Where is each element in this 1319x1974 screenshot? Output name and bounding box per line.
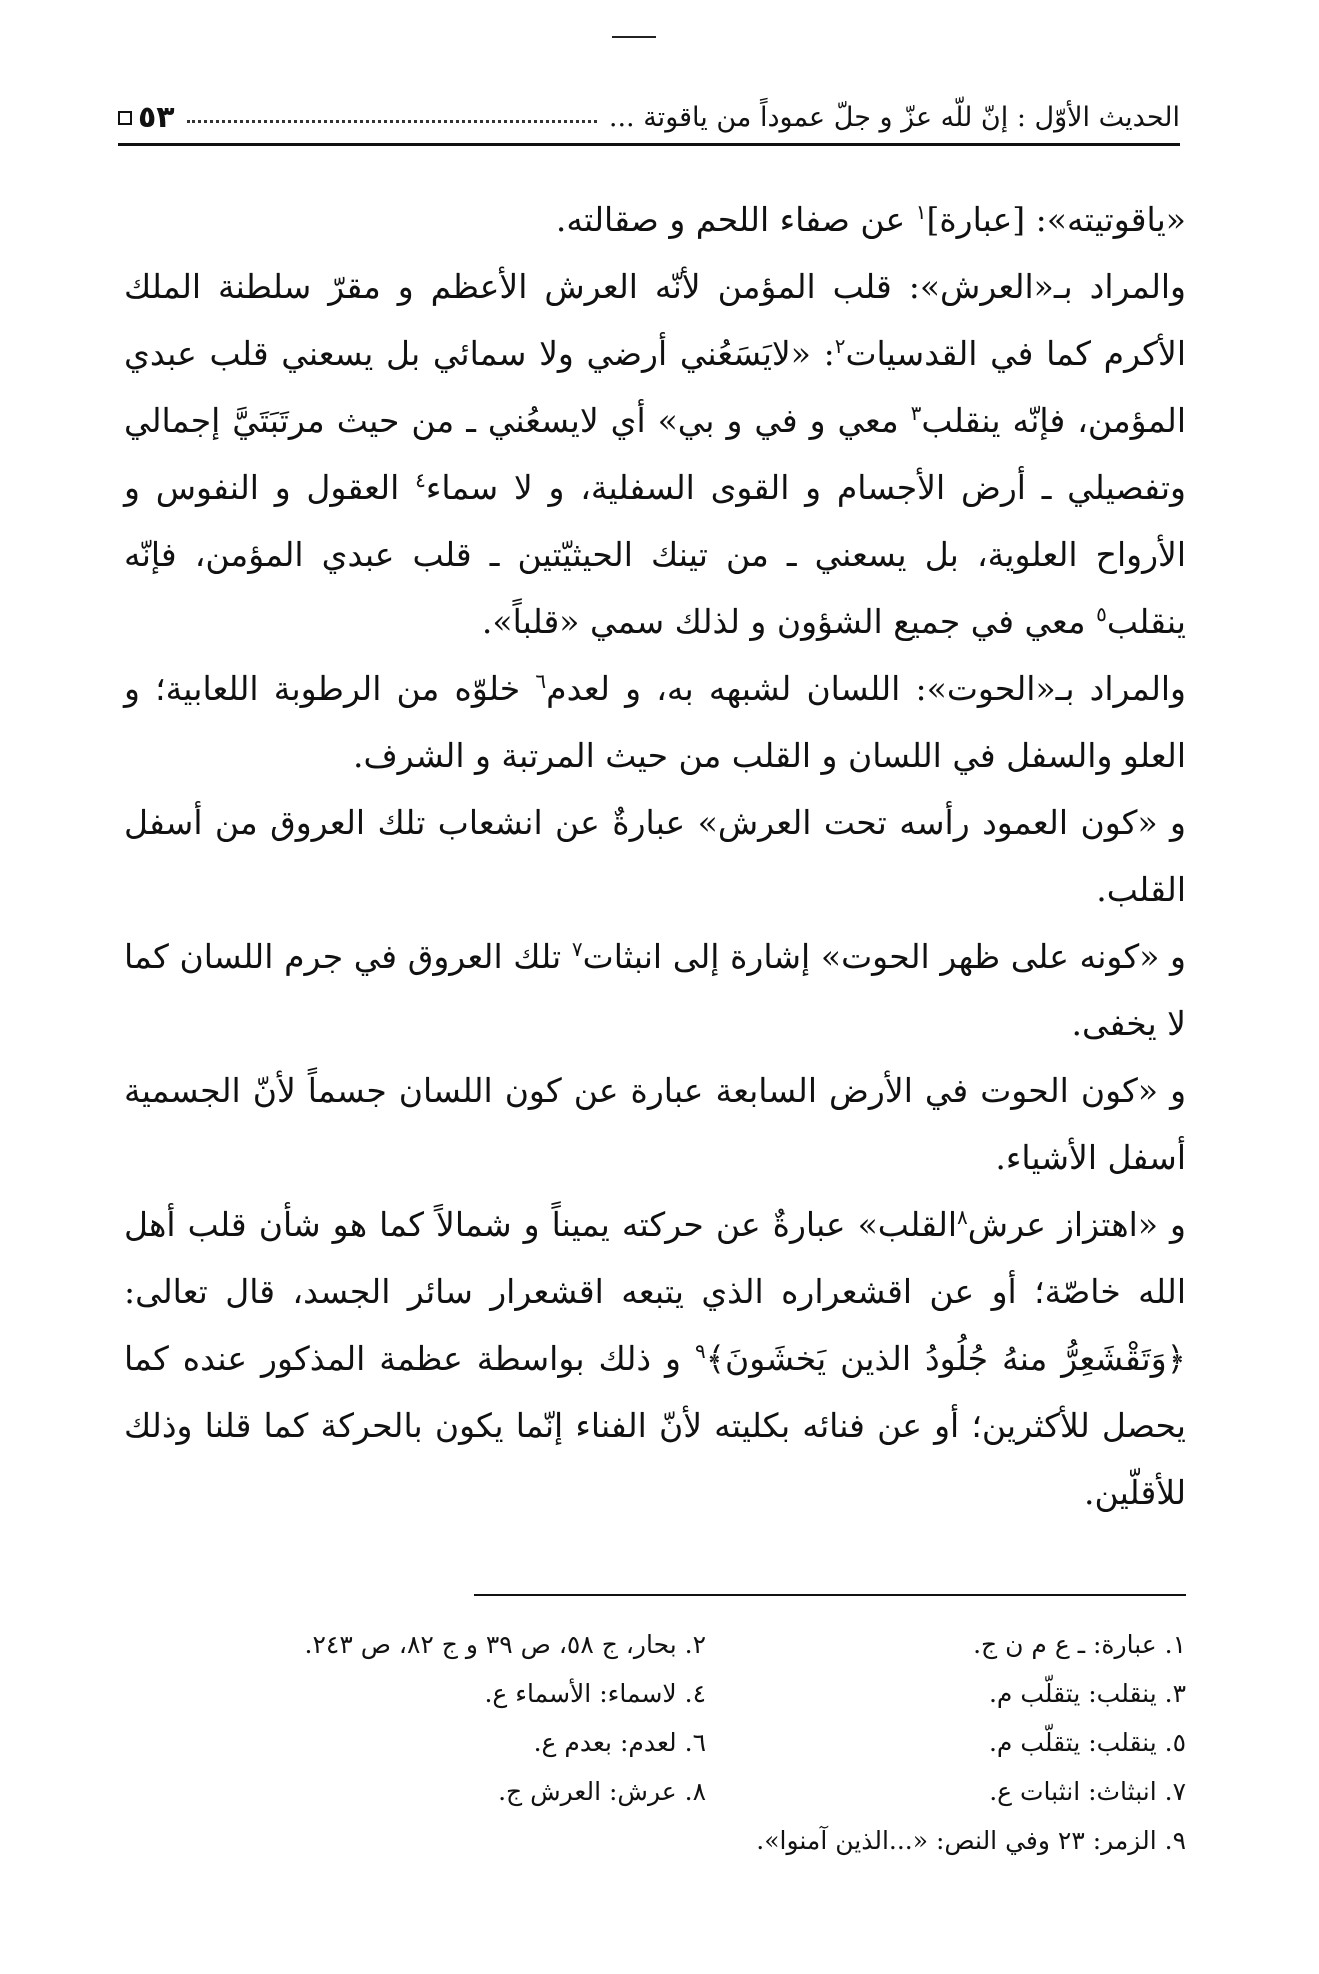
footnote-9: ٩. الزمر: ٢٣ وفي النص: «...الذين آمنوا». — [756, 1826, 1186, 1855]
footnotes — [124, 1620, 1186, 1865]
top-dash — [612, 36, 656, 38]
paragraph-2: والمراد بـ«العرش»: قلب المؤمن لأنّه العرش الأعظم و مقرّ سلطنة الملك الأكرم كما في القدسيات$^٢$: «لايَسَعُني أرضي ولا سمائي بل يسعني قلب عبدي المؤمن، فإنّه ينقلب$^٣$ معي و في و بي» أي لايسعُني ـ من حيث مرتَبَتَيَّ إجمالي وتفصيلي ـ أرض الأجسام و القوى السفلية، و لا سماء$^٤$ العقول و النفوس و الأرواح العلوية، بل يسعني ـ من تينك الحيثيّتين ـ قلب عبدي المؤمن، فإنّه ينقلب$^٥$ معي في جميع الشؤون و لذلك سمي «قلباً». — [124, 267, 1187, 641]
footnote-ref: ١ — [915, 200, 927, 224]
paragraph-5: و «كونه على ظهر الحوت» إشارة إلى انبثات$^٧$ تلك العروق في جرم اللسان كما لا يخفى. — [124, 937, 1186, 1043]
paragraph-1: «ياقوتيته»: [عبارة]$^١$ عن صفاء اللحم و صقالته. — [555, 200, 1186, 239]
chapter-title: الحديث الأوّل : إنّ للّه عزّ و جلّ عموداً من ياقوتة ... — [608, 102, 1180, 133]
footnote-row — [124, 1669, 1186, 1718]
paragraph-3: والمراد بـ«الحوت»: اللسان لشبهه به، و لعدم$^٦$ خلوّه من الرطوبة اللعابية؛ و العلو والسفل في اللسان و القلب من حيث المرتبة و الشرف. — [124, 669, 1186, 775]
footnote-ref: ٨ — [957, 1205, 968, 1229]
footnote-row — [124, 1718, 1186, 1767]
footnote-divider — [474, 1594, 1186, 1596]
leader-dots — [187, 120, 597, 123]
footnote-row — [124, 1767, 1186, 1816]
square-icon — [118, 111, 132, 125]
footnote-7: ٧. انبثاث: انثبات ع. — [989, 1777, 1186, 1806]
footnote-ref: ٩ — [694, 1339, 706, 1363]
main-text — [124, 186, 1186, 1526]
page-marker — [118, 100, 175, 135]
footnote-ref: ٤ — [415, 468, 426, 492]
footnote-1: ١. عبارة: ـ ع م ن ج. — [973, 1630, 1186, 1659]
footnote-row — [124, 1620, 1186, 1669]
footnote-3: ٣. ينقلب: يتقلّب م. — [988, 1679, 1186, 1708]
footnote-row — [124, 1816, 1186, 1865]
paragraph-6: و «كون الحوت في الأرض السابعة عبارة عن كون اللسان جسماً لأنّ الجسمية أسفل الأشياء. — [124, 1071, 1186, 1177]
page-number: ٥٣ — [138, 100, 175, 135]
footnote-ref: ٣ — [910, 401, 922, 425]
paragraph-4: و «كون العمود رأسه تحت العرش» عبارةٌ عن انشعاب تلك العروق من أسفل القلب. — [124, 803, 1186, 909]
paragraph-7: و «اهتزاز عرش$^٨$القلب» عبارةٌ عن حركته يميناً و شمالاً كما هو شأن قلب أهل الله خاصّة؛ أو عن اقشعراره الذي يتبعه اقشعرار سائر الجسد، قال تعالى: ﴿وَتَقْشَعِرُّ منهُ جُلُودُ الذين يَخشَونَ﴾$^٩$ و ذلك بواسطة عظمة المذكور عنده كما يحصل للأكثرين؛ أو عن فنائه بكليته لأنّ الفناء إنّما يكون بالحركة كما قلنا وذلك للأقلّين. — [124, 1205, 1186, 1512]
footnote-ref: ٧ — [571, 937, 583, 961]
footnote-ref: ٥ — [1096, 602, 1107, 626]
footnote-ref: ٢ — [834, 334, 846, 358]
footnote-6: ٦. لعدم: بعدم ع. — [533, 1728, 706, 1757]
footnote-8: ٨. عرش: العرش ج. — [498, 1777, 706, 1806]
running-header — [118, 92, 1180, 146]
footnote-ref: ٦ — [535, 669, 547, 693]
footnote-5: ٥. ينقلب: يتقلّب م. — [988, 1728, 1186, 1757]
footnote-4: ٤. لاسماء: الأسماء ع. — [484, 1679, 706, 1708]
footnote-2: ٢. بحار، ج ٥٨، ص ٣٩ و ج ٨٢، ص ٢٤٣. — [304, 1630, 706, 1659]
